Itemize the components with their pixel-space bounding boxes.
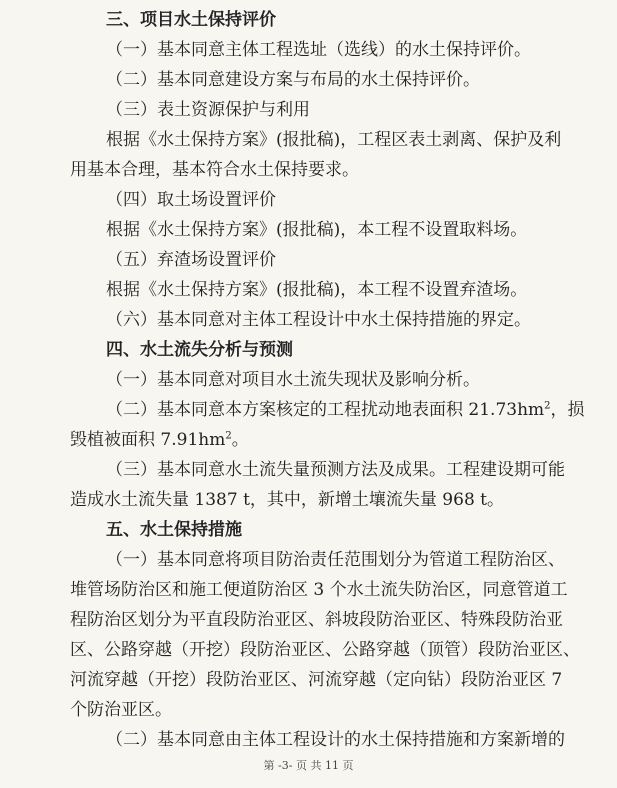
paragraph-text: 。 xyxy=(231,430,249,450)
paragraph: 根据《水土保持方案》(报批稿)，本工程不设置弃渣场。 xyxy=(106,280,528,300)
paragraph-continuation: 河流穿越（开挖）段防治亚区、河流穿越（定向钻）段防治亚区 7 xyxy=(70,670,563,690)
section-5-title: 五、水土保持措施 xyxy=(106,520,242,540)
paragraph: （六）基本同意对主体工程设计中水土保持措施的界定。 xyxy=(106,310,531,330)
paragraph-text: ，损 xyxy=(550,400,585,420)
superscript: 2 xyxy=(544,400,551,412)
paragraph: （二）基本同意建设方案与布局的水土保持评价。 xyxy=(106,70,480,90)
paragraph-continuation: 程防治区划分为平直段防治亚区、斜坡段防治亚区、特殊段防治亚 xyxy=(70,610,563,630)
paragraph-text: 毁植被面积 7.91hm xyxy=(70,430,226,450)
subheading: （四）取土场设置评价 xyxy=(106,190,276,210)
section-4-title: 四、水土流失分析与预测 xyxy=(106,340,293,360)
paragraph-continuation: 用基本合理，基本符合水土保持要求。 xyxy=(70,160,359,180)
paragraph: 根据《水土保持方案》(报批稿)，本工程不设置取料场。 xyxy=(106,220,528,240)
paragraph: 根据《水土保持方案》(报批稿)，工程区表土剥离、保护及利 xyxy=(106,130,562,150)
paragraph xyxy=(106,396,585,424)
paragraph: （二）基本同意由主体工程设计的水土保持措施和方案新增的 xyxy=(106,730,565,750)
paragraph-continuation: 堆管场防治区和施工便道防治区 3 个水土流失防治区，同意管道工 xyxy=(70,580,568,600)
page-number-footer: 第 -3- 页 共 11 页 xyxy=(263,759,354,772)
paragraph-continuation: 区、公路穿越（开挖）段防治亚区、公路穿越（顶管）段防治亚区、 xyxy=(70,640,580,660)
paragraph-text: （二）基本同意本方案核定的工程扰动地表面积 21.73hm xyxy=(106,400,545,420)
paragraph: （一）基本同意对项目水土流失现状及影响分析。 xyxy=(106,370,480,390)
paragraph-continuation xyxy=(70,426,249,454)
paragraph-continuation: 个防治亚区。 xyxy=(70,700,172,720)
paragraph: （一）基本同意将项目防治责任范围划分为管道工程防治区、 xyxy=(106,550,565,570)
subheading: （五）弃渣场设置评价 xyxy=(106,250,276,270)
paragraph-continuation: 造成水土流失量 1387 t，其中，新增土壤流失量 968 t。 xyxy=(70,490,504,510)
superscript: 2 xyxy=(225,430,232,442)
paragraph: （一）基本同意主体工程选址（选线）的水土保持评价。 xyxy=(106,40,531,60)
section-3-title: 三、项目水土保持评价 xyxy=(106,10,276,30)
paragraph: （三）基本同意水土流失量预测方法及成果。工程建设期可能 xyxy=(106,460,565,480)
subheading: （三）表土资源保护与利用 xyxy=(106,100,310,120)
